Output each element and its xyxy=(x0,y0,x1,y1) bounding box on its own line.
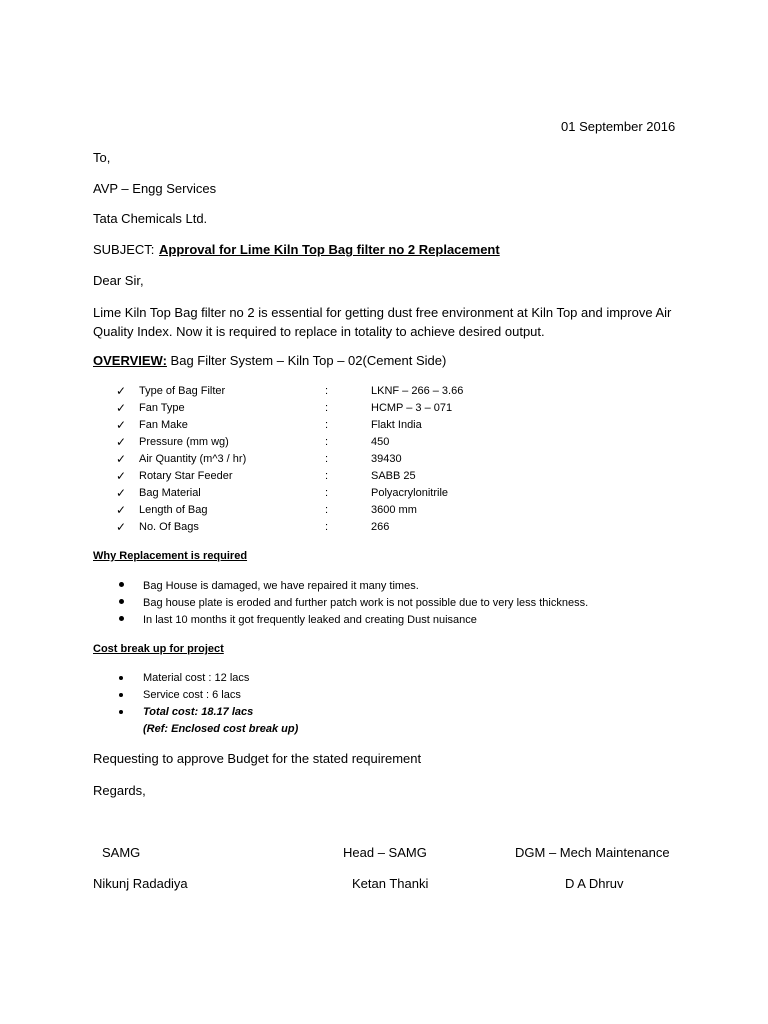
bullet-icon xyxy=(119,676,123,680)
spec-value: 450 xyxy=(371,436,390,448)
spec-value: Polyacrylonitrile xyxy=(371,487,449,499)
spec-label: Fan Type xyxy=(139,402,185,414)
spec-colon: : xyxy=(325,385,329,397)
list-item: Bag house plate is eroded and further patch work is not possible due to very less thickness. xyxy=(143,597,589,609)
spec-colon: : xyxy=(325,521,329,533)
checkmark-icon: ✓ xyxy=(116,452,127,466)
spec-label: Type of Bag Filter xyxy=(139,385,226,397)
why-replacement-heading: Why Replacement is required xyxy=(93,550,248,562)
spec-row xyxy=(0,452,768,466)
spec-colon: : xyxy=(325,487,329,499)
closing: Regards, xyxy=(93,783,146,798)
spec-row xyxy=(0,384,768,398)
checkmark-icon: ✓ xyxy=(116,469,127,483)
spec-value: 266 xyxy=(371,521,390,533)
spec-row xyxy=(0,401,768,415)
checkmark-icon: ✓ xyxy=(116,401,127,415)
spec-value: 39430 xyxy=(371,453,402,465)
spec-label: Rotary Star Feeder xyxy=(139,470,233,482)
checkmark-icon: ✓ xyxy=(116,503,127,517)
spec-colon: : xyxy=(325,470,329,482)
spec-label: Bag Material xyxy=(139,487,201,499)
checkmark-icon: ✓ xyxy=(116,384,127,398)
signatory-role: DGM – Mech Maintenance xyxy=(515,845,670,860)
spec-row xyxy=(0,469,768,483)
signatory-role: SAMG xyxy=(102,845,141,860)
overview-label: OVERVIEW: xyxy=(93,353,167,368)
spec-label: Air Quantity (m^3 / hr) xyxy=(139,453,247,465)
request-line: Requesting to approve Budget for the stated requirement xyxy=(93,751,422,766)
spec-colon: : xyxy=(325,436,329,448)
bullet-icon xyxy=(119,616,124,621)
cost-ref-note: (Ref: Enclosed cost break up) xyxy=(143,723,299,735)
checkmark-icon: ✓ xyxy=(116,486,127,500)
spec-value: LKNF – 266 – 3.66 xyxy=(371,385,464,397)
total-cost: Total cost: 18.17 lacs xyxy=(143,706,254,718)
spec-value: 3600 mm xyxy=(371,504,417,516)
salutation: Dear Sir, xyxy=(93,273,144,288)
bullet-icon xyxy=(119,693,123,697)
letter-date: 01 September 2016 xyxy=(561,119,676,134)
spec-row xyxy=(0,486,768,500)
checkmark-icon: ✓ xyxy=(116,520,127,534)
subject-label: SUBJECT: xyxy=(93,242,155,257)
signatory-name: Nikunj Radadiya xyxy=(93,876,188,891)
spec-colon: : xyxy=(325,419,329,431)
spec-value: Flakt India xyxy=(371,419,422,431)
spec-value: SABB 25 xyxy=(371,470,416,482)
spec-row xyxy=(0,520,768,534)
to-line: To, xyxy=(93,150,111,165)
bullet-icon xyxy=(119,710,123,714)
spec-colon: : xyxy=(325,504,329,516)
spec-colon: : xyxy=(325,402,329,414)
signatory-name: D A Dhruv xyxy=(565,876,624,891)
cost-breakup-heading: Cost break up for project xyxy=(93,643,224,655)
bullet-icon xyxy=(119,599,124,604)
list-item: Bag House is damaged, we have repaired it many times. xyxy=(143,580,419,592)
signatory-name: Ketan Thanki xyxy=(352,876,429,891)
checkmark-icon: ✓ xyxy=(116,435,127,449)
overview-line xyxy=(93,353,446,369)
bullet-icon xyxy=(119,582,124,587)
spec-row xyxy=(0,503,768,517)
material-cost: Material cost : 12 lacs xyxy=(143,672,250,684)
spec-value: HCMP – 3 – 071 xyxy=(371,402,453,414)
overview-text: Bag Filter System – Kiln Top – 02(Cement Side) xyxy=(166,353,447,368)
service-cost: Service cost : 6 lacs xyxy=(143,689,241,701)
intro-paragraph: Lime Kiln Top Bag filter no 2 is essential for getting dust free environment at Kiln Top and improve Air Quality Index. Now it is required to replace in totality to achieve desired output. xyxy=(93,305,672,339)
recipient-company: Tata Chemicals Ltd. xyxy=(93,211,208,226)
spec-label: Length of Bag xyxy=(139,504,208,516)
list-item: In last 10 months it got frequently leaked and creating Dust nuisance xyxy=(143,614,477,626)
spec-row xyxy=(0,435,768,449)
subject-text: Approval for Lime Kiln Top Bag filter no 2 Replacement xyxy=(159,242,500,257)
checkmark-icon: ✓ xyxy=(116,418,127,432)
signatory-role: Head – SAMG xyxy=(343,845,427,860)
spec-row xyxy=(0,418,768,432)
spec-colon: : xyxy=(325,453,329,465)
spec-label: No. Of Bags xyxy=(139,521,199,533)
recipient-title: AVP – Engg Services xyxy=(93,181,217,196)
spec-label: Pressure (mm wg) xyxy=(139,436,229,448)
spec-label: Fan Make xyxy=(139,419,188,431)
